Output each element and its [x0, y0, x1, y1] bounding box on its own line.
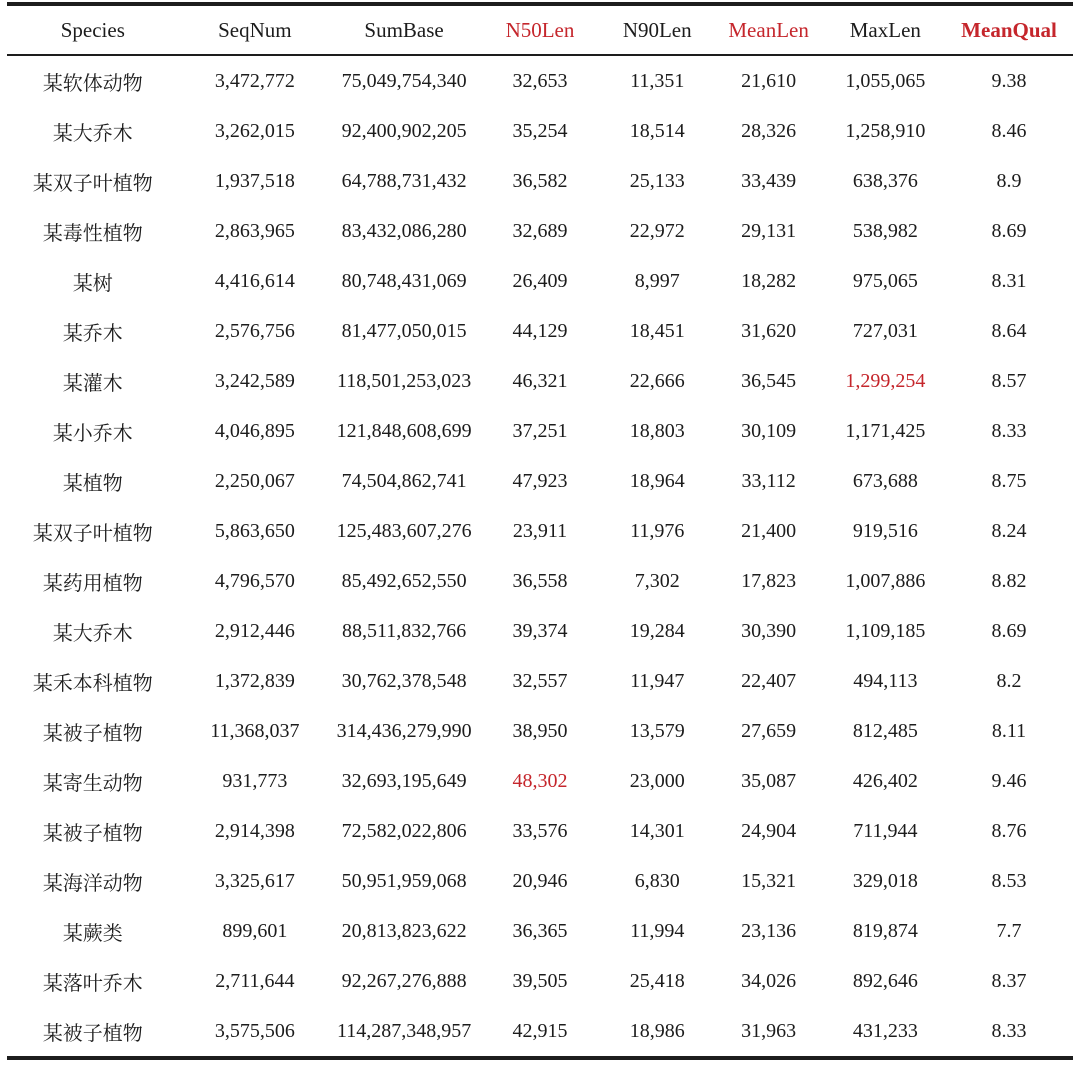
table-cell: 75,049,754,340	[341, 69, 467, 92]
table-cell: 32,693,195,649	[341, 769, 467, 792]
sequencing-stats-table	[7, 2, 1073, 1060]
table-cell: 673,688	[852, 469, 918, 492]
table-row	[7, 256, 1073, 306]
species-cell: 某被子植物	[42, 722, 143, 745]
table-cell: 32,557	[512, 669, 568, 692]
species-cell: 某大乔木	[52, 622, 133, 645]
table-cell: 37,251	[512, 419, 568, 442]
table-cell: 899,601	[222, 919, 288, 942]
table-cell: 8.75	[991, 469, 1027, 492]
column-header-maxlen: MaxLen	[849, 17, 921, 42]
table-row	[7, 356, 1073, 406]
table-row	[7, 756, 1073, 806]
table-row	[7, 206, 1073, 256]
table-cell: 3,262,015	[214, 119, 295, 142]
species-cell: 某大乔木	[52, 122, 133, 145]
species-cell: 某灌木	[62, 372, 123, 395]
column-header-meanlen: MeanLen	[728, 17, 809, 42]
table-cell: 31,620	[741, 319, 797, 342]
table-cell: 13,579	[629, 719, 685, 742]
table-cell: 8.69	[991, 619, 1027, 642]
table-cell: 64,788,731,432	[341, 169, 467, 192]
table-cell: 15,321	[741, 869, 797, 892]
table-row	[7, 306, 1073, 356]
species-cell: 某小乔木	[52, 422, 133, 445]
table-cell: 8,997	[634, 269, 680, 292]
table-cell: 1,258,910	[845, 119, 926, 142]
table-cell: 85,492,652,550	[341, 569, 467, 592]
table-cell: 33,439	[741, 169, 797, 192]
table-cell: 27,659	[741, 719, 797, 742]
table-cell: 48,302	[512, 769, 568, 792]
table-row	[7, 406, 1073, 456]
table-cell: 81,477,050,015	[341, 319, 467, 342]
table-cell: 20,813,823,622	[341, 919, 467, 942]
table-cell: 18,451	[629, 319, 685, 342]
species-cell: 某树	[72, 272, 113, 295]
table-cell: 9.38	[991, 69, 1027, 92]
table-cell: 8.53	[991, 869, 1027, 892]
table-cell: 11,351	[630, 69, 685, 92]
table-cell: 1,007,886	[845, 569, 926, 592]
table-cell: 125,483,607,276	[336, 519, 472, 542]
table-cell: 314,436,279,990	[336, 719, 472, 742]
species-cell: 某被子植物	[42, 1022, 143, 1045]
table-cell: 1,937,518	[214, 169, 295, 192]
table-cell: 23,136	[741, 919, 797, 942]
table-cell: 5,863,650	[214, 519, 295, 542]
table-cell: 42,915	[512, 1019, 568, 1042]
species-cell: 某被子植物	[42, 822, 143, 845]
column-header-n50len: N50Len	[505, 17, 575, 42]
table-cell: 3,242,589	[214, 369, 295, 392]
column-header-species: Species	[60, 17, 125, 42]
table-cell: 2,863,965	[214, 219, 295, 242]
table-cell: 494,113	[853, 669, 918, 692]
table-cell: 34,026	[741, 969, 797, 992]
table-cell: 4,416,614	[214, 269, 295, 292]
table-row	[7, 506, 1073, 556]
table-cell: 8.33	[991, 419, 1027, 442]
table-cell: 819,874	[852, 919, 918, 942]
table-cell: 2,912,446	[214, 619, 295, 642]
table-cell: 46,321	[512, 369, 568, 392]
table-cell: 28,326	[741, 119, 797, 142]
table-cell: 1,055,065	[845, 69, 926, 92]
table-cell: 31,963	[741, 1019, 797, 1042]
table-cell: 29,131	[741, 219, 797, 242]
table-header	[7, 4, 1073, 55]
species-cell: 某落叶乔木	[42, 972, 143, 995]
column-header-seqnum: SeqNum	[218, 17, 292, 42]
table-cell: 39,505	[512, 969, 568, 992]
table-cell: 39,374	[512, 619, 568, 642]
table-cell: 8.2	[996, 669, 1022, 692]
table-row	[7, 55, 1073, 106]
table-row	[7, 556, 1073, 606]
table-cell: 92,400,902,205	[341, 119, 467, 142]
table-cell: 892,646	[852, 969, 918, 992]
table-cell: 711,944	[853, 819, 918, 842]
header-row	[7, 4, 1073, 55]
table-cell: 18,282	[741, 269, 797, 292]
table-cell: 92,267,276,888	[341, 969, 467, 992]
table-cell: 975,065	[852, 269, 918, 292]
table-cell: 7,302	[634, 569, 680, 592]
table-cell: 11,994	[630, 919, 685, 942]
table-cell: 1,299,254	[845, 369, 926, 392]
table-cell: 83,432,086,280	[341, 219, 467, 242]
table-cell: 80,748,431,069	[341, 269, 467, 292]
column-header-sumbase: SumBase	[364, 17, 444, 42]
table-cell: 22,407	[741, 669, 797, 692]
table-cell: 38,950	[512, 719, 568, 742]
table-cell: 18,803	[629, 419, 685, 442]
table-cell: 121,848,608,699	[336, 419, 472, 442]
table-row	[7, 806, 1073, 856]
table-cell: 21,400	[741, 519, 797, 542]
table-cell: 24,904	[741, 819, 797, 842]
species-cell: 某双子叶植物	[32, 172, 153, 195]
table-cell: 329,018	[852, 869, 918, 892]
table-cell: 30,762,378,548	[341, 669, 467, 692]
table-cell: 25,418	[629, 969, 685, 992]
table-cell: 18,514	[629, 119, 685, 142]
table-row	[7, 706, 1073, 756]
table-row	[7, 456, 1073, 506]
table-cell: 50,951,959,068	[341, 869, 467, 892]
table-cell: 19,284	[629, 619, 685, 642]
table-cell: 4,796,570	[214, 569, 295, 592]
species-cell: 某毒性植物	[42, 222, 143, 245]
table-cell: 11,368,037	[210, 719, 300, 742]
species-cell: 某软体动物	[42, 72, 143, 95]
table-cell: 26,409	[512, 269, 568, 292]
table-row	[7, 606, 1073, 656]
table-cell: 931,773	[222, 769, 288, 792]
table-cell: 431,233	[852, 1019, 918, 1042]
table-cell: 426,402	[852, 769, 918, 792]
table-cell: 23,911	[512, 519, 568, 542]
table-row	[7, 856, 1073, 906]
table-cell: 36,558	[512, 569, 568, 592]
table-cell: 2,711,644	[215, 969, 295, 992]
table-cell: 727,031	[852, 319, 918, 342]
table-cell: 88,511,832,766	[341, 619, 467, 642]
table-cell: 8.69	[991, 219, 1027, 242]
table-cell: 9.46	[991, 769, 1027, 792]
table-row	[7, 956, 1073, 1006]
table-cell: 74,504,862,741	[341, 469, 467, 492]
table-cell: 8.9	[996, 169, 1022, 192]
species-cell: 某植物	[62, 472, 123, 495]
table-cell: 118,501,253,023	[336, 369, 472, 392]
species-cell: 某寄生动物	[42, 772, 143, 795]
table-cell: 30,109	[741, 419, 797, 442]
species-cell: 某双子叶植物	[32, 522, 153, 545]
table-cell: 36,582	[512, 169, 568, 192]
table-cell: 8.46	[991, 119, 1027, 142]
species-cell: 某乔木	[62, 322, 123, 345]
table-cell: 8.82	[991, 569, 1027, 592]
table-cell: 3,325,617	[214, 869, 295, 892]
table-cell: 20,946	[512, 869, 568, 892]
table-cell: 8.33	[991, 1019, 1027, 1042]
table-body	[7, 55, 1073, 1058]
table-cell: 14,301	[629, 819, 685, 842]
table-cell: 7.7	[996, 919, 1022, 942]
table-cell: 35,087	[741, 769, 797, 792]
table-cell: 11,947	[630, 669, 685, 692]
table-cell: 17,823	[741, 569, 797, 592]
table-cell: 8.57	[991, 369, 1027, 392]
species-cell: 某蕨类	[62, 922, 123, 945]
table-row	[7, 156, 1073, 206]
table-cell: 3,472,772	[214, 69, 295, 92]
table-cell: 47,923	[512, 469, 568, 492]
table-cell: 1,171,425	[845, 419, 926, 442]
table-cell: 44,129	[512, 319, 568, 342]
table-cell: 114,287,348,957	[336, 1019, 472, 1042]
table-cell: 8.76	[991, 819, 1027, 842]
table-cell: 36,365	[512, 919, 568, 942]
table-cell: 8.11	[991, 719, 1027, 742]
species-cell: 某药用植物	[42, 572, 143, 595]
table-cell: 4,046,895	[214, 419, 295, 442]
column-header-n90len: N90Len	[622, 17, 692, 42]
table-cell: 919,516	[852, 519, 918, 542]
table-cell: 1,372,839	[214, 669, 295, 692]
table-cell: 32,689	[512, 219, 568, 242]
table-cell: 33,112	[741, 469, 796, 492]
table-cell: 638,376	[852, 169, 918, 192]
table-cell: 2,576,756	[214, 319, 295, 342]
table-cell: 36,545	[741, 369, 797, 392]
table-cell: 25,133	[629, 169, 685, 192]
table-row	[7, 656, 1073, 706]
table-cell: 33,576	[512, 819, 568, 842]
table-cell: 21,610	[741, 69, 797, 92]
table-cell: 3,575,506	[214, 1019, 295, 1042]
column-header-meanqual: MeanQual	[961, 17, 1057, 42]
table-cell: 18,964	[629, 469, 685, 492]
table-cell: 6,830	[634, 869, 680, 892]
table-cell: 8.37	[991, 969, 1027, 992]
species-cell: 某禾本科植物	[32, 672, 153, 695]
table-cell: 35,254	[512, 119, 568, 142]
table-cell: 8.24	[991, 519, 1027, 542]
table-cell: 23,000	[629, 769, 685, 792]
table-cell: 22,972	[629, 219, 685, 242]
table-cell: 2,250,067	[214, 469, 295, 492]
table-cell: 32,653	[512, 69, 568, 92]
table-cell: 18,986	[629, 1019, 685, 1042]
table-cell: 812,485	[852, 719, 918, 742]
table-cell: 8.64	[991, 319, 1027, 342]
table-cell: 8.31	[991, 269, 1027, 292]
table-cell: 30,390	[741, 619, 797, 642]
table-row	[7, 106, 1073, 156]
table-cell: 538,982	[852, 219, 918, 242]
table-row	[7, 1006, 1073, 1058]
table-cell: 2,914,398	[214, 819, 295, 842]
table-cell: 11,976	[630, 519, 685, 542]
table-cell: 1,109,185	[845, 619, 926, 642]
species-cell: 某海洋动物	[42, 872, 143, 895]
table-cell: 22,666	[629, 369, 685, 392]
table-cell: 72,582,022,806	[341, 819, 467, 842]
table-row	[7, 906, 1073, 956]
